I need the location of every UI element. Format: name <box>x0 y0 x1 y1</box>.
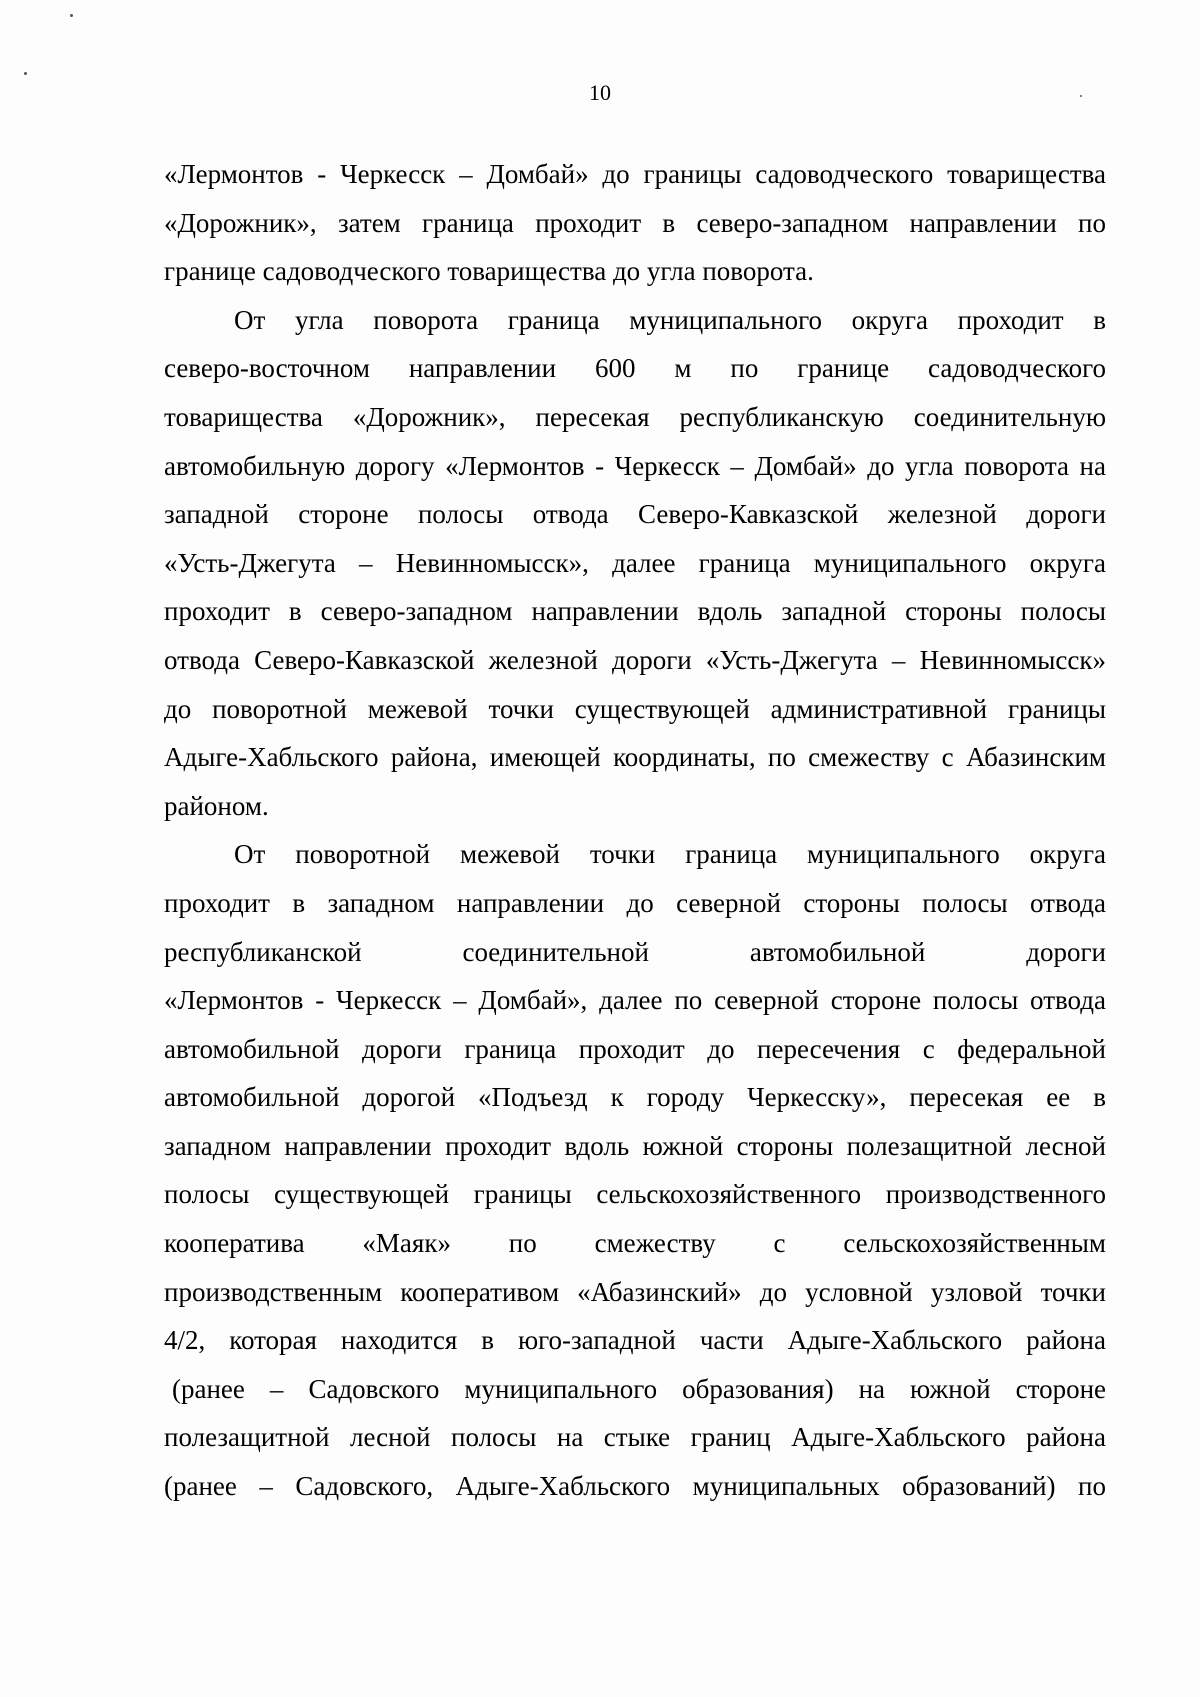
text-line: отвода Северо-Кавказской железной дороги «Усть-Джегута – Невинномысск» <box>164 644 1106 675</box>
text-line: районом. <box>164 790 269 821</box>
body-text <box>164 150 1106 1511</box>
page-number: 10 <box>589 80 611 105</box>
text-line: «Лермонтов - Черкесск – Домбай», далее по северной стороне полосы отвода <box>164 985 1106 1016</box>
paragraph <box>164 150 1106 296</box>
text-line: (ранее – Садовского муниципального образования) на южной стороне <box>172 1373 1106 1404</box>
text-line: проходит в северо-западном направлении вдоль западной стороны полосы <box>164 596 1106 627</box>
text-line: Адыге-Хабльского района, имеющей координаты, по смежеству с Абазинским <box>164 742 1106 773</box>
text-line: проходит в западном направлении до северной стороны полосы отвода <box>164 887 1106 918</box>
text-line: «Лермонтов - Черкесск – Домбай» до границы садоводческого товарищества <box>164 159 1106 189</box>
text-line: «Усть-Джегута – Невинномысск», далее граница муниципального округа <box>164 547 1106 578</box>
text-line: товарищества «Дорожник», пересекая республиканскую соединительную <box>164 401 1106 432</box>
text-line: От угла поворота граница муниципального округа проходит в <box>234 304 1106 335</box>
text-line: полезащитной лесной полосы на стыке границ Адыге-Хабльского района <box>164 1422 1106 1453</box>
text-line: автомобильной дорогой «Подъезд к городу Черкесску», пересекая ее в <box>164 1082 1106 1113</box>
paragraph <box>164 830 1106 1510</box>
text-line: кооператива «Маяк» по смежеству с сельскохозяйственным <box>164 1228 1106 1259</box>
text-line: республиканской соединительной автомобильной дороги <box>164 936 1106 967</box>
text-line: западном направлении проходит вдоль южной стороны полезащитной лесной <box>164 1130 1106 1161</box>
text-line: автомобильной дороги граница проходит до пересечения с федеральной <box>164 1033 1106 1064</box>
text-line: производственным кооперативом «Абазинский» до условной узловой точки <box>164 1276 1106 1307</box>
text-line: до поворотной межевой точки существующей административной границы <box>164 693 1106 724</box>
text-line: автомобильную дорогу «Лермонтов - Черкесск – Домбай» до угла поворота на <box>164 450 1106 481</box>
text-line: северо-восточном направлении 600 м по границе садоводческого <box>164 353 1106 384</box>
paragraph <box>164 296 1106 831</box>
text-line: западной стороне полосы отвода Северо-Кавказской железной дороги <box>164 499 1106 530</box>
text-line: «Дорожник», затем граница проходит в северо-западном направлении по <box>164 207 1106 238</box>
scan-speck <box>24 72 27 75</box>
text-line: полосы существующей границы сельскохозяйственного производственного <box>164 1179 1106 1210</box>
text-line: 4/2, которая находится в юго-западной части Адыге-Хабльского района <box>164 1325 1106 1356</box>
text-line: границе садоводческого товарищества до угла поворота. <box>164 256 814 287</box>
text-line: От поворотной межевой точки граница муниципального округа <box>234 839 1106 870</box>
text-line: (ранее – Садовского, Адыге-Хабльского муниципальных образований) по <box>164 1471 1106 1502</box>
scan-speck <box>70 14 73 17</box>
